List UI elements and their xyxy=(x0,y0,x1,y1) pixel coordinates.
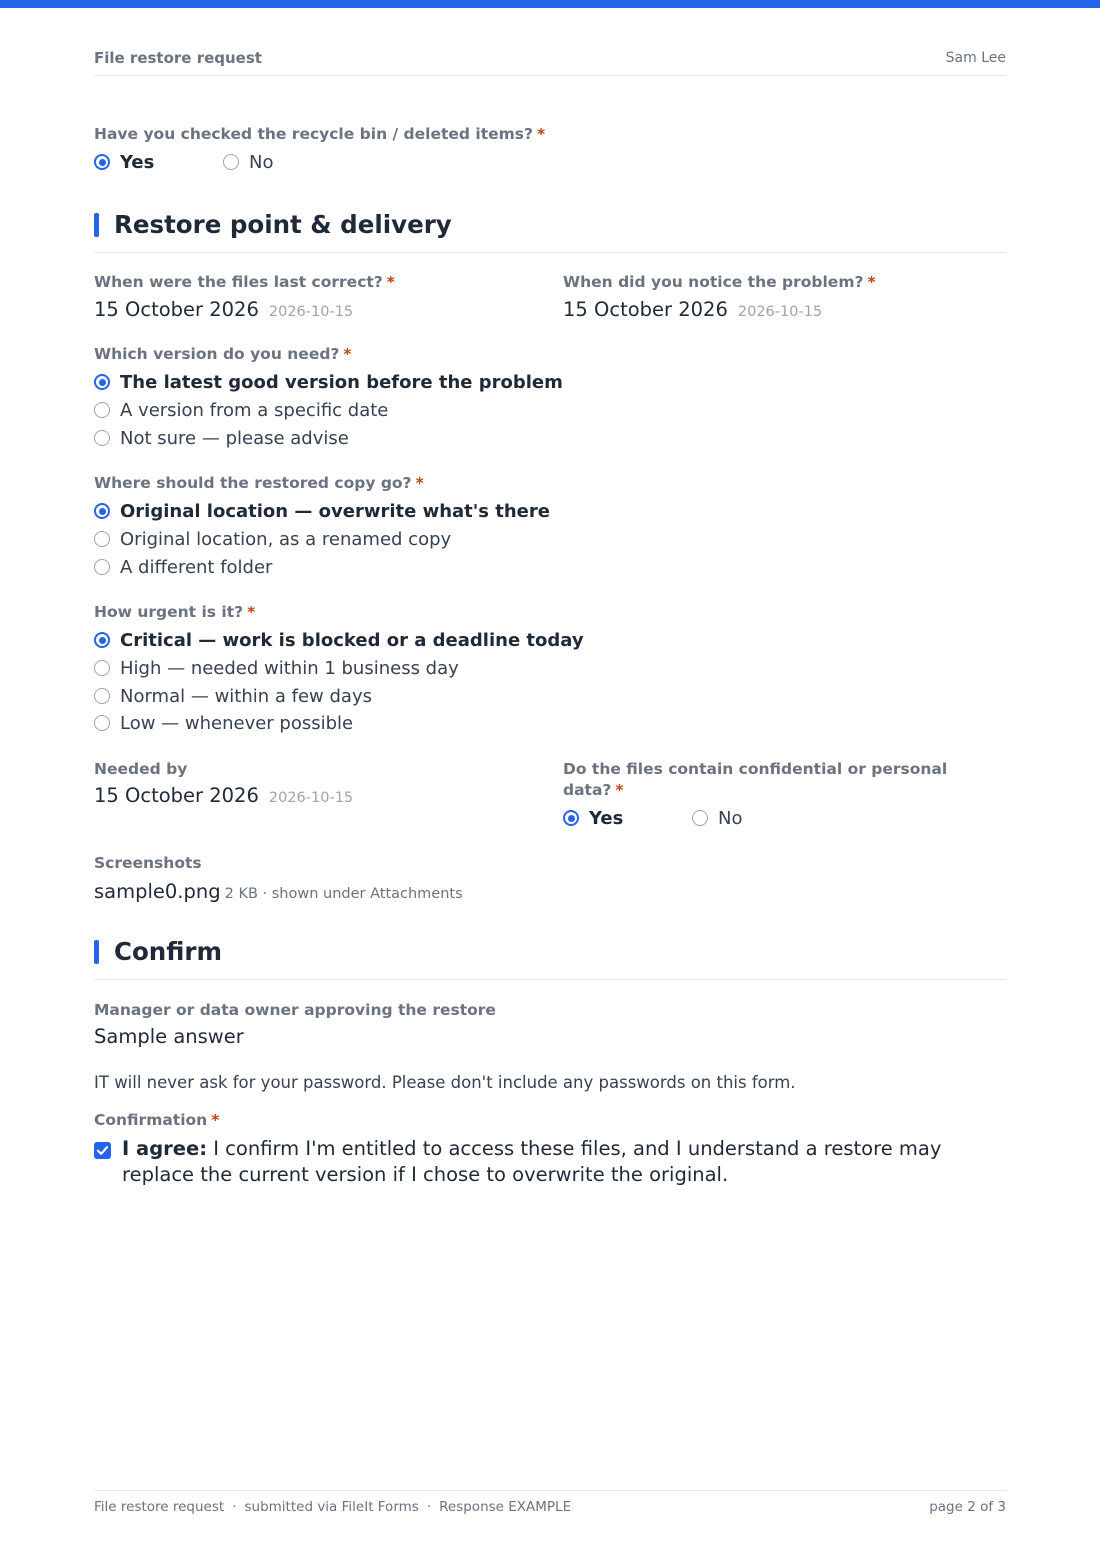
footer-response: Response EXAMPLE xyxy=(439,1499,572,1515)
date-iso: 2026-10-15 xyxy=(268,304,354,320)
section-title: Confirm xyxy=(114,937,223,966)
answer-approver: Sample answer xyxy=(94,1025,244,1048)
attachment-meta: 2 KB · shown under Attachments xyxy=(224,886,463,902)
radio-selected-icon xyxy=(563,810,579,826)
question-needed-by xyxy=(94,759,187,780)
required-marker: * xyxy=(211,1111,220,1129)
radio-selected-icon xyxy=(94,632,110,648)
radio-unselected-icon xyxy=(94,531,110,547)
section-accent-bar xyxy=(94,940,99,964)
radio-option-confidential-yes[interactable] xyxy=(563,806,623,830)
user-name: Sam Lee xyxy=(945,50,1006,66)
question-confirmation xyxy=(94,1110,219,1131)
question-label: Manager or data owner approving the restore xyxy=(94,1001,496,1019)
agree-checkbox[interactable] xyxy=(94,1142,111,1159)
footer-info xyxy=(94,1499,571,1515)
radio-selected-icon xyxy=(94,374,110,390)
option-label: Yes xyxy=(589,807,624,829)
radio-option-destination-copy[interactable] xyxy=(94,527,451,551)
radio-option-version-latest[interactable] xyxy=(94,370,563,394)
attachment-entry xyxy=(94,880,463,903)
question-label: Screenshots xyxy=(94,854,202,872)
option-label: A version from a specific date xyxy=(120,399,389,421)
option-label: Original location, as a renamed copy xyxy=(120,528,452,550)
radio-unselected-icon xyxy=(94,402,110,418)
required-marker: * xyxy=(386,273,395,291)
section-title: Restore point & delivery xyxy=(114,210,452,239)
section-confirm xyxy=(94,938,1006,980)
question-recycle-bin xyxy=(94,124,545,145)
question-label: Needed by xyxy=(94,760,188,778)
radio-selected-icon xyxy=(94,154,110,170)
agree-body: I confirm I'm entitled to access these files, and I understand a restore may replace the current version if I chose to overwrite the original. xyxy=(122,1137,942,1186)
question-label: Confirmation xyxy=(94,1111,208,1129)
option-label: A different folder xyxy=(120,556,273,578)
radio-option-destination-folder[interactable] xyxy=(94,555,272,579)
attachment-filename[interactable]: sample0.png xyxy=(94,880,221,903)
option-label: Yes xyxy=(120,151,155,173)
footer-separator: · xyxy=(232,1499,237,1515)
option-label: Not sure — please advise xyxy=(120,427,349,449)
option-label: Normal — within a few days xyxy=(120,685,372,707)
radio-option-version-date[interactable] xyxy=(94,398,388,422)
answer-noticed-problem xyxy=(563,298,822,321)
question-label: Where should the restored copy go? xyxy=(94,474,412,492)
answer-last-correct xyxy=(94,298,353,321)
question-label-line1: Do the files contain confidential or personal xyxy=(563,760,948,778)
question-label: How urgent is it? xyxy=(94,603,244,621)
footer-via: submitted via FileIt Forms xyxy=(244,1499,419,1515)
question-urgency xyxy=(94,602,255,623)
required-marker: * xyxy=(343,345,352,363)
option-label: Original location — overwrite what's there xyxy=(120,500,550,522)
radio-selected-icon xyxy=(94,503,110,519)
option-label: The latest good version before the problem xyxy=(120,371,563,393)
option-label: Critical — work is blocked or a deadline today xyxy=(120,629,584,651)
radio-unselected-icon xyxy=(94,688,110,704)
page-number: page 2 of 3 xyxy=(929,1499,1006,1515)
radio-option-urgency-critical[interactable] xyxy=(94,628,584,652)
question-label-line2: data? xyxy=(563,781,612,799)
question-version xyxy=(94,344,352,365)
radio-unselected-icon xyxy=(223,154,239,170)
section-restore-point xyxy=(94,211,1006,253)
option-label: Low — whenever possible xyxy=(120,712,354,734)
option-label: No xyxy=(249,151,274,173)
required-marker: * xyxy=(615,781,624,799)
date-value: 15 October 2026 xyxy=(94,298,259,321)
radio-unselected-icon xyxy=(94,715,110,731)
required-marker: * xyxy=(415,474,424,492)
question-last-correct xyxy=(94,272,395,293)
checkmark-icon xyxy=(96,1144,109,1157)
question-destination xyxy=(94,473,424,494)
radio-option-confidential-no[interactable] xyxy=(692,806,742,830)
page-footer xyxy=(94,1490,1006,1520)
agree-bold-label: I agree: xyxy=(122,1137,208,1160)
date-value: 15 October 2026 xyxy=(94,784,259,807)
question-label: When did you notice the problem? xyxy=(563,273,864,291)
question-label: Have you checked the recycle bin / deleted items? xyxy=(94,125,534,143)
date-value: 15 October 2026 xyxy=(563,298,728,321)
question-screenshots xyxy=(94,853,202,874)
question-label: When were the files last correct? xyxy=(94,273,383,291)
question-noticed-problem xyxy=(563,272,876,293)
radio-unselected-icon xyxy=(94,660,110,676)
radio-unselected-icon xyxy=(692,810,708,826)
answer-needed-by xyxy=(94,784,353,807)
radio-option-urgency-low[interactable] xyxy=(94,711,353,735)
required-marker: * xyxy=(867,273,876,291)
radio-unselected-icon xyxy=(94,430,110,446)
required-marker: * xyxy=(537,125,546,143)
agree-statement xyxy=(122,1136,1006,1188)
date-iso: 2026-10-15 xyxy=(268,790,354,806)
option-label: High — needed within 1 business day xyxy=(120,657,459,679)
question-approver xyxy=(94,1000,496,1021)
option-label: No xyxy=(718,807,743,829)
footer-separator: · xyxy=(426,1499,432,1515)
password-notice: IT will never ask for your password. Please don't include any passwords on this form. xyxy=(94,1073,796,1092)
question-confidential xyxy=(563,759,1003,801)
radio-option-version-unsure[interactable] xyxy=(94,426,349,450)
radio-option-urgency-high[interactable] xyxy=(94,656,459,680)
top-accent-bar xyxy=(0,0,1100,8)
section-accent-bar xyxy=(94,213,99,237)
required-marker: * xyxy=(247,603,256,621)
radio-option-destination-overwrite[interactable] xyxy=(94,499,550,523)
radio-option-recycle-no[interactable] xyxy=(223,150,273,174)
date-iso: 2026-10-15 xyxy=(737,304,823,320)
radio-option-urgency-normal[interactable] xyxy=(94,684,372,708)
question-label: Which version do you need? xyxy=(94,345,340,363)
page-header xyxy=(94,47,1006,76)
footer-form-name: File restore request xyxy=(94,1499,225,1515)
radio-unselected-icon xyxy=(94,559,110,575)
document-title: File restore request xyxy=(94,49,262,67)
radio-option-recycle-yes[interactable] xyxy=(94,150,154,174)
